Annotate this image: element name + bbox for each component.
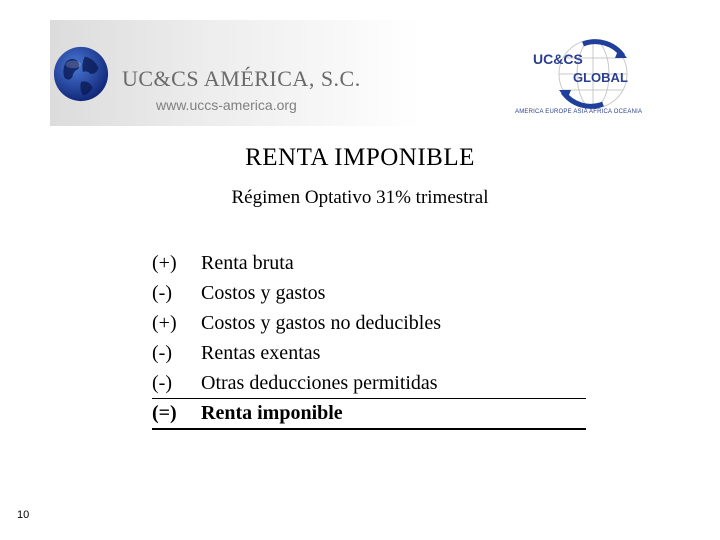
globe-icon	[52, 45, 110, 103]
row-sign: (-)	[152, 372, 172, 394]
row-sign: (-)	[152, 342, 172, 364]
logo-text-line2: GLOBAL	[573, 70, 628, 85]
row-sign: (-)	[152, 282, 172, 304]
row-label: Costos y gastos no deducibles	[201, 312, 441, 334]
total-underline	[152, 428, 586, 430]
row-sign: (+)	[152, 252, 177, 274]
row-label: Otras deducciones permitidas	[201, 372, 438, 394]
list-item	[152, 342, 586, 372]
row-sign: (=)	[152, 402, 177, 424]
slide-subtitle: Régimen Optativo 31% trimestral	[231, 187, 489, 208]
company-name: UC&CS AMÉRICA, S.C.	[122, 66, 361, 91]
row-label: Rentas exentas	[201, 342, 321, 364]
logo-regions: AMERICA EUROPE ASIA AFRICA OCEANIA	[515, 109, 643, 115]
page-number: 10	[17, 509, 30, 521]
slide-title: RENTA IMPONIBLE	[245, 144, 475, 171]
row-label: Renta bruta	[201, 252, 294, 274]
divider	[152, 398, 586, 399]
website-url: www.uccs-america.org	[156, 97, 297, 113]
list-item	[152, 282, 586, 312]
row-sign: (+)	[152, 312, 177, 334]
row-label: Renta imponible	[201, 402, 343, 424]
list-item	[152, 312, 586, 342]
list-item	[152, 252, 586, 282]
row-label: Costos y gastos	[201, 282, 326, 304]
globe-arrows-icon	[527, 34, 635, 112]
logo-text-line1: UC&CS	[533, 51, 583, 67]
